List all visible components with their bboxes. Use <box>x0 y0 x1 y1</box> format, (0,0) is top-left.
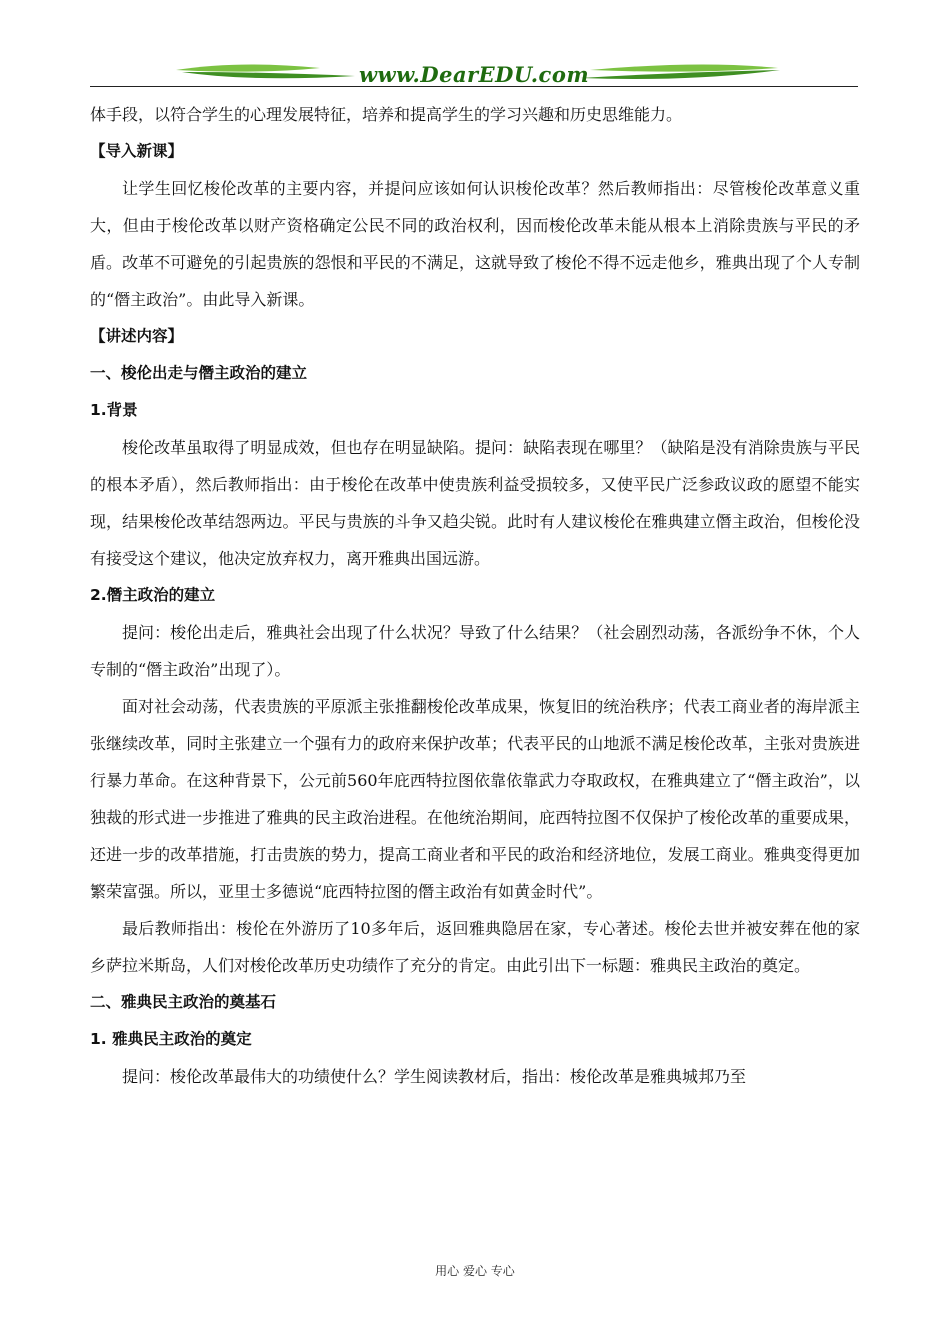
section-heading: 二、雅典民主政治的奠基石 <box>90 993 277 1011</box>
paragraph: 梭伦改革虽取得了明显成效，但也存在明显缺陷。提问：缺陷表现在哪里？（缺陷是没有消除贵族与平民的根本矛盾），然后教师指出：由于梭伦在改革中使贵族利益受损较多，又使平民广泛参政议政的愿望不能实现，结果梭伦改革结怨两边。平民与贵族的斗争又趋尖锐。此时有人建议梭伦在雅典建立僭主政治，但梭伦没有接受这个建议，他决定放弃权力，离开雅典出国远游。 <box>90 438 860 568</box>
subsection-heading: 1.背景 <box>90 401 138 419</box>
header-divider <box>90 86 858 87</box>
paragraph: 提问：梭伦出走后，雅典社会出现了什么状况？导致了什么结果？（社会剧烈动荡，各派纷争不休，个人专制的“僭主政治”出现了）。 <box>90 623 860 679</box>
paragraph: 让学生回忆梭伦改革的主要内容，并提问应该如何认识梭伦改革？然后教师指出：尽管梭伦改革意义重大，但由于梭伦改革以财产资格确定公民不同的政治权利，因而梭伦改革未能从根本上消除贵族与平民的矛盾。改革不可避免的引起贵族的怨恨和平民的不满足，这就导致了梭伦不得不远走他乡，雅典出现了个人专制的“僭主政治”。由此导入新课。 <box>90 179 860 309</box>
paragraph: 体手段，以符合学生的心理发展特征，培养和提高学生的学习兴趣和历史思维能力。 <box>90 105 683 124</box>
subsection-heading: 1. 雅典民主政治的奠定 <box>90 1030 252 1048</box>
document-body <box>90 96 860 1095</box>
site-logo-text[interactable]: www.DearEDU.com <box>358 62 590 87</box>
section-heading: 【讲述内容】 <box>90 327 184 345</box>
subsection-heading: 2.僭主政治的建立 <box>90 586 216 604</box>
section-heading: 【导入新课】 <box>90 142 184 160</box>
section-heading: 一、梭伦出走与僭主政治的建立 <box>90 364 308 382</box>
page-header <box>90 58 858 90</box>
paragraph: 最后教师指出：梭伦在外游历了10多年后，返回雅典隐居在家，专心著述。梭伦去世并被安葬在他的家乡萨拉米斯岛，人们对梭伦改革历史功绩作了充分的肯定。由此引出下一标题：雅典民主政治的奠定。 <box>90 919 860 975</box>
page-footer: 用心 爱心 专心 <box>435 1264 515 1278</box>
paragraph: 面对社会动荡，代表贵族的平原派主张推翻梭伦改革成果，恢复旧的统治秩序；代表工商业者的海岸派主张继续改革，同时主张建立一个强有力的政府来保护改革；代表平民的山地派不满足梭伦改革，主张对贵族进行暴力革命。在这种背景下，公元前560年庇西特拉图依靠依靠武力夺取政权，在雅典建立了“僭主政治”，以独裁的形式进一步推进了雅典的民主政治进程。在他统治期间，庇西特拉图不仅保护了梭伦改革的重要成果，还进一步的改革措施，打击贵族的势力，提高工商业者和平民的政治和经济地位，发展工商业。雅典变得更加繁荣富强。所以，亚里士多德说“庇西特拉图的僭主政治有如黄金时代”。 <box>90 697 860 901</box>
paragraph: 提问：梭伦改革最伟大的功绩使什么？学生阅读教材后，指出：梭伦改革是雅典城邦乃至 <box>122 1067 747 1086</box>
